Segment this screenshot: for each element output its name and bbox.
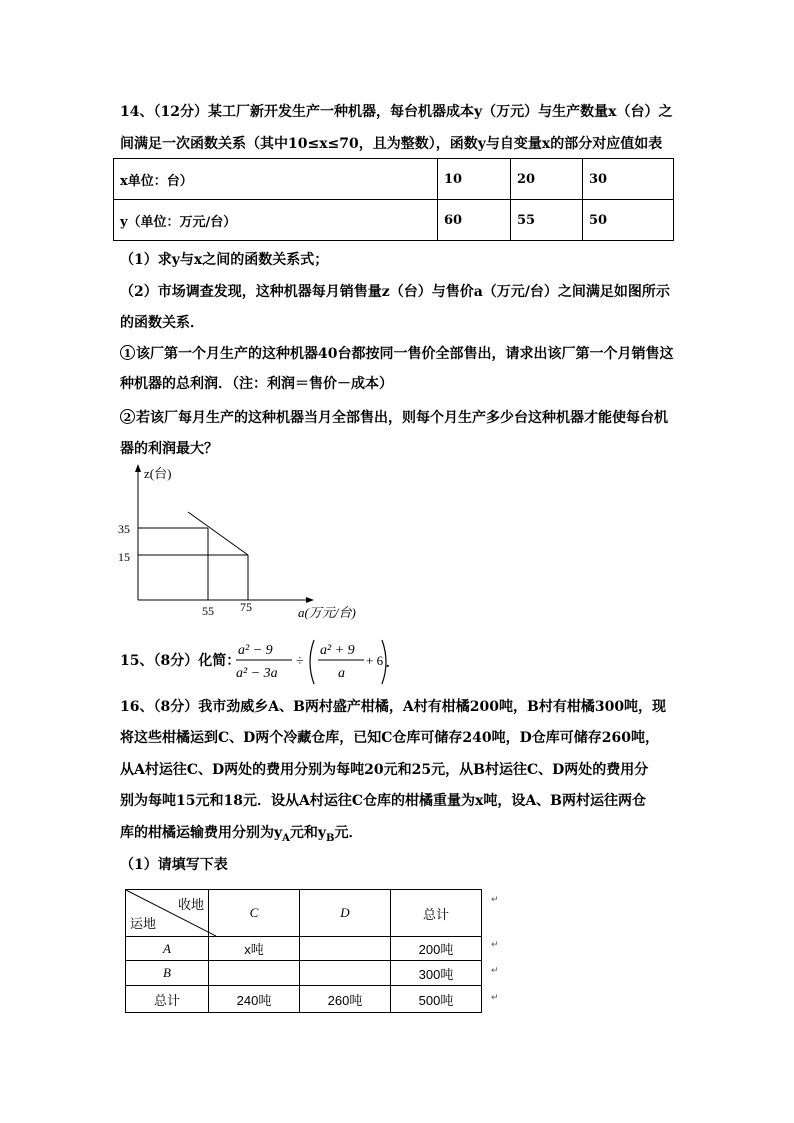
table-row: A x吨 200吨 [126, 937, 482, 961]
q14-part2-line2: 的函数关系． [120, 315, 204, 331]
q14-sub2-text: 若该厂每月生产的这种机器当月全部售出，则每个月生产多少台这种机器才能使每台机 [136, 410, 668, 426]
q16-part1: （1）请填写下表 [120, 857, 228, 873]
q16-table [125, 889, 482, 1013]
table-row [114, 159, 674, 200]
q14-row2-v1: 60 [438, 200, 511, 241]
q16-line2: 将这些柑橘运到C、D两个冷藏仓库，已知C仓库可储存240吨，D仓库可储存260吨， [120, 730, 660, 746]
q14-line1: 14、（12分）某工厂新开发生产一种机器，每台机器成本y（万元）与生产数量x（台）之 [120, 104, 673, 120]
left-paren [310, 640, 314, 684]
row-end-mark: ↵ [491, 993, 499, 1003]
q14-part1: （1）求y与x之间的函数关系式； [120, 252, 329, 268]
q14-row2-v2: 55 [511, 200, 583, 241]
q15-prefix: 15、（8分）化简： [120, 653, 241, 669]
fraction2-denominator: a [338, 666, 345, 681]
period: . [386, 656, 390, 671]
x-axis-label: a(万元/台) [298, 605, 356, 620]
header-total: 总计 [391, 890, 482, 937]
q14-row2-label: y（单位：万元/台） [114, 200, 438, 241]
q14-table [113, 158, 674, 241]
q14-row1-label: x单位：台） [114, 159, 438, 200]
table-row [126, 890, 482, 937]
header-receive: 收地 [177, 897, 204, 912]
circled-number-1: 1 [120, 345, 135, 360]
circled-number-2: 2 [120, 409, 135, 424]
x-tick-75: 75 [240, 600, 252, 614]
sales-price-graph [110, 460, 390, 625]
q14-sub2-line2: 器的利润最大？ [120, 441, 218, 457]
header-d: D [300, 890, 391, 937]
y-tick-35: 35 [118, 522, 130, 536]
q14-row1-v2: 20 [511, 159, 583, 200]
q14-part2-line1: （2）市场调查发现，这种机器每月销售量z（台）与售价a（万元/台）之间满足如图所示 [120, 284, 670, 300]
header-ship: 运地 [130, 916, 157, 931]
fraction1-denominator: a² − 3a [236, 666, 278, 681]
q14-sub1-text: 该厂第一个月生产的这种机器40台都按同一售价全部售出，请求出该厂第一个月销售这 [136, 346, 674, 362]
x-tick-55: 55 [202, 604, 214, 618]
x-axis-arrow [306, 597, 314, 603]
q14-sub1-line1 [120, 344, 673, 364]
division-sign: ÷ [296, 654, 304, 669]
function-line [188, 512, 248, 555]
header-c: C [209, 890, 300, 937]
fraction2-numerator: a² + 9 [320, 643, 355, 658]
subscript-a: A [282, 832, 290, 844]
q14-row1-v1: 10 [438, 159, 511, 200]
q14-sub2-line1 [120, 408, 668, 428]
q16-line3: 从A村运往C、D两处的费用分别为每吨20元和25元，从B村运往C、D两处的费用分 [120, 762, 649, 778]
table-row: 总计 240吨 260吨 500吨 [126, 986, 482, 1013]
q14-line2: 间满足一次函数关系（其中10≤x≤70，且为整数），函数y与自变量x的部分对应值如表 [120, 136, 663, 152]
y-tick-15: 15 [118, 550, 130, 564]
y-axis-label: z(台) [144, 466, 172, 481]
row-end-mark: ↵ [491, 966, 499, 976]
row-end-mark: ↵ [491, 895, 499, 905]
q14-sub1-line2: 种机器的总利润．（注：利润＝售价－成本） [120, 376, 393, 392]
q16-line5: 库的柑橘运输费用分别为$y_A$元和$y_B$元． [120, 825, 363, 844]
q15-expression [232, 636, 392, 688]
q16-line1: 16、（8分）我市劲威乡A、B两村盛产柑橘，A村有柑橘200吨，B村有柑橘300吨，现 [120, 699, 667, 715]
fraction1-numerator: a² − 9 [238, 643, 273, 658]
diagonal-header [126, 890, 209, 937]
table-row [114, 200, 674, 241]
subscript-b: B [326, 832, 335, 844]
y-axis-arrow [135, 464, 141, 472]
q16-line4: 别为每吨15元和18元．设从A村运往C仓库的柑橘重量为x吨，设A、B两村运往两仓 [120, 793, 647, 809]
row-end-mark: ↵ [491, 940, 499, 950]
q14-row1-v3: 30 [583, 159, 674, 200]
plus-six: + 6 [366, 653, 384, 668]
q14-row2-v3: 50 [583, 200, 674, 241]
table-row: B 300吨 [126, 961, 482, 986]
